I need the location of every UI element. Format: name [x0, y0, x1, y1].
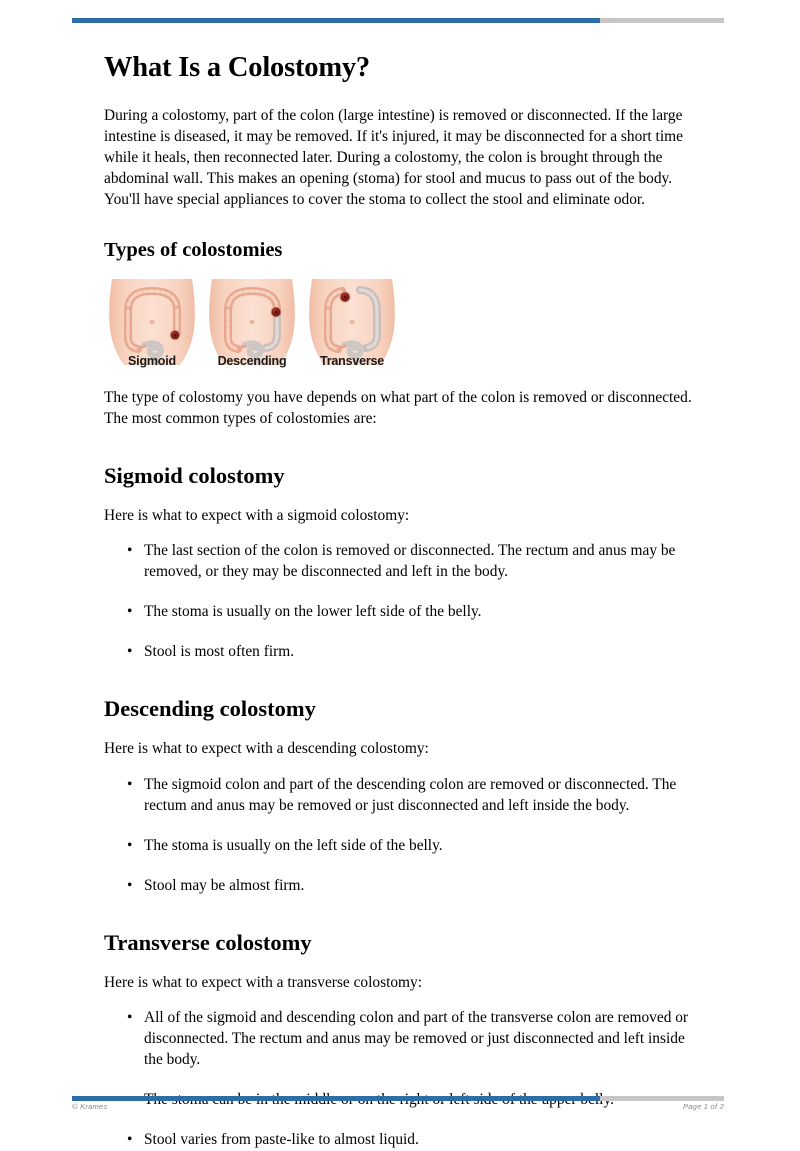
- bottom-rule-blue-segment: [72, 1096, 600, 1101]
- top-rule-gray-segment: [600, 18, 724, 23]
- top-rule-blue-segment: [72, 18, 600, 23]
- descending-lead-paragraph: Here is what to expect with a descending colostomy:: [104, 740, 429, 758]
- colostomy-types-figure: [104, 277, 404, 369]
- sigmoid-section-heading: Sigmoid colostomy: [104, 463, 285, 489]
- top-divider-rule: [72, 18, 724, 23]
- footer-copyright: © Krames: [72, 1102, 108, 1111]
- list-item: • The last section of the colon is removed or disconnected. The rectum and anus may be removed, or they may be disconnected and left in the body.: [144, 540, 700, 582]
- descending-section-heading: Descending colostomy: [104, 696, 316, 722]
- illustration-panel-transverse: [304, 277, 400, 369]
- illustration-panel-sigmoid: [104, 277, 200, 369]
- descending-bullet-list: [104, 774, 700, 896]
- sigmoid-lead-paragraph: Here is what to expect with a sigmoid colostomy:: [104, 507, 410, 525]
- sigmoid-bullet-list: [104, 540, 700, 662]
- list-item: • All of the sigmoid and descending colon and part of the transverse colon are removed or disconnected. The rectum and anus may be removed or just disconnected and left inside the body.: [144, 1007, 700, 1070]
- transverse-lead-paragraph: Here is what to expect with a transverse colostomy:: [104, 973, 422, 991]
- types-section-heading: Types of colostomies: [104, 239, 283, 262]
- page-title: What Is a Colostomy?: [104, 52, 370, 83]
- list-item: • Stool varies from paste-like to almost liquid.: [144, 1129, 700, 1150]
- transverse-bullet-list: [104, 1007, 700, 1150]
- document-body: [104, 52, 700, 1151]
- list-item: • The sigmoid colon and part of the descending colon are removed or disconnected. The rectum and anus may be removed or just disconnected and left inside the body.: [144, 774, 700, 816]
- list-item: • The stoma is usually on the lower left side of the belly.: [144, 601, 700, 622]
- list-item: • Stool may be almost firm.: [144, 875, 700, 896]
- bottom-rule-gray-segment: [600, 1096, 724, 1101]
- bottom-divider-rule: [72, 1096, 724, 1101]
- list-item: • The stoma is usually on the left side of the belly.: [144, 835, 700, 856]
- illustration-label-sigmoid: Sigmoid: [128, 353, 176, 368]
- illustration-label-descending: Descending: [217, 353, 287, 368]
- transverse-section-heading: Transverse colostomy: [104, 929, 312, 955]
- illustration-label-transverse: Transverse: [319, 353, 385, 368]
- footer-page-number: Page 1 of 2: [682, 1102, 724, 1111]
- intro-paragraph: During a colostomy, part of the colon (large intestine) is removed or disconnected. If the large intestine is diseased, it may be removed. If it's injured, it may be disconnected for a short time while it heals, then reconnected later. During a colostomy, the colon is brought through the abdominal wall. This makes an opening (stoma) for stool and mucus to pass out of the body. You'll have special appliances to cover the stoma to collect the stool and eliminate odor.: [104, 106, 683, 209]
- list-item: • Stool is most often firm.: [144, 641, 700, 662]
- illustration-panel-descending: [204, 277, 300, 369]
- types-caption-paragraph: The type of colostomy you have depends on what part of the colon is removed or disconnected. The most common types of colostomies are:: [104, 388, 692, 427]
